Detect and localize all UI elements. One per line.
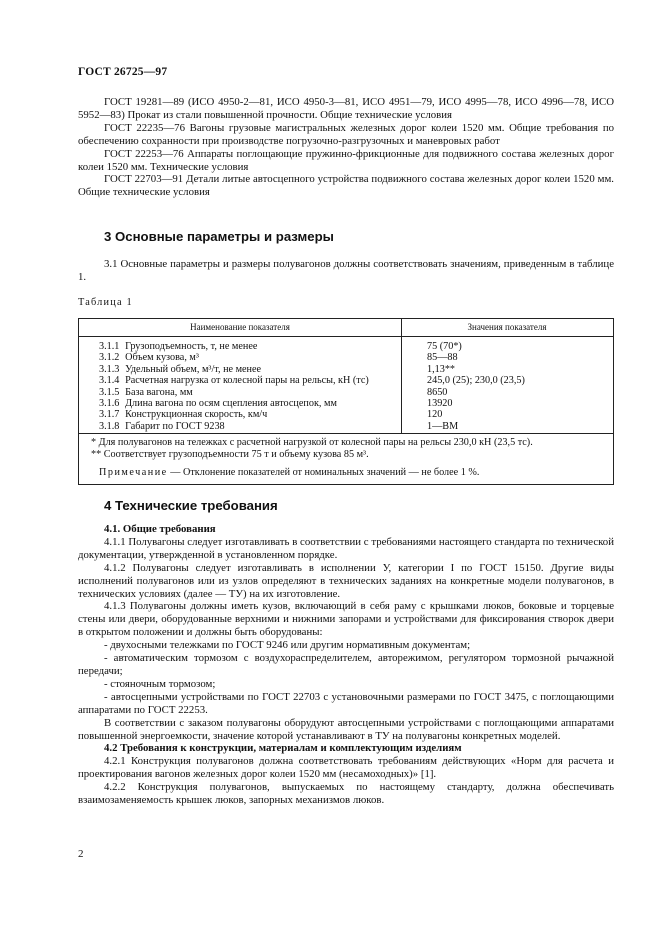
note-text: — Отклонение показателей от номинальных значений — не более 1 %. bbox=[167, 467, 480, 478]
table-row-name bbox=[99, 398, 399, 409]
table-caption: Таблица 1 bbox=[78, 297, 133, 308]
paragraph-3-1 bbox=[78, 258, 614, 284]
paragraph-3-1-text: 3.1 Основные параметры и размеры полувагонов должны соответствовать значениям, приведенным в таблице 1. bbox=[78, 258, 614, 283]
row-value: 75 (70*) bbox=[427, 341, 462, 352]
row-value: 1,13** bbox=[427, 363, 456, 375]
reference-item: ГОСТ 22703—91 Детали литые автосцепного устройства подвижного состава железных дорог колеи 1520 мм. Общие технические условия bbox=[78, 173, 614, 199]
table-footnotes bbox=[91, 437, 606, 479]
page-number: 2 bbox=[78, 848, 84, 860]
paragraph-4-2-1: 4.2.1 Конструкция полувагонов должна соответствовать требованиям действующих «Норм для расчета и проектирования вагонов железных дорог колеи 1520 мм (несамоходных)» [1]. bbox=[78, 755, 614, 781]
table-body-divider bbox=[79, 433, 613, 434]
reference-item: ГОСТ 19281—89 (ИСО 4950-2—81, ИСО 4950-3—81, ИСО 4951—79, ИСО 4995—78, ИСО 4996—78, ИСО 5952—83) Прокат из стали повышенной прочности. Общие технические условия bbox=[78, 96, 614, 121]
row-name: Объем кузова, м³ bbox=[125, 352, 199, 364]
row-number: 3.1.7 bbox=[99, 409, 120, 421]
row-value: 8650 bbox=[427, 386, 448, 398]
list-item: - автосцепными устройствами по ГОСТ 22703 с установочными размерами по ГОСТ 3475, с поглощающими аппаратами по ГОСТ 22253. bbox=[78, 690, 614, 716]
equipment-list bbox=[78, 639, 614, 716]
table-row-name bbox=[99, 364, 399, 375]
list-item: - автоматическим тормозом с воздухораспределителем, авторежимом, регулятором тормозной рычажной передачи; bbox=[78, 652, 614, 677]
paragraph-4-2-2: 4.2.2 Конструкция полувагонов, выпускаемых по настоящему стандарту, должна обеспечивать взаимозаменяемость крышек люков, запорных механизмов люков. bbox=[78, 781, 614, 807]
normative-references-list bbox=[78, 96, 614, 199]
footnote-1: * Для полувагонов на тележках с расчетной нагрузкой от колесной пары на рельсы 230,0 кН (23,5 тс). bbox=[91, 437, 533, 448]
paragraph-4-1-3: 4.1.3 Полувагоны должны иметь кузов, включающий в себя раму с крышками люков, боковые и торцевые стены или двери, оборудованные верхними и нижними запорами и устройствами для фиксирования створок двери в открытом положении и должны быть оборудованы: bbox=[78, 600, 614, 639]
paragraph-order: В соответствии с заказом полувагоны оборудуют автосцепными устройствами с поглощающими аппаратами повышенной энергоемкости, значение которой устанавливают в ТУ на полувагоны конкретных моделей. bbox=[78, 716, 614, 742]
row-number: 3.1.5 bbox=[99, 386, 120, 398]
footnote-2: ** Соответствует грузоподъемности 75 т и объему кузова 85 м³. bbox=[91, 449, 369, 460]
subsection-4-1-title: 4.1. Общие требования bbox=[104, 523, 216, 535]
row-name: Длина вагона по осям сцепления автосцепок, мм bbox=[125, 398, 337, 410]
row-value: 120 bbox=[427, 409, 443, 421]
parameters-table bbox=[78, 318, 614, 485]
row-number: 3.1.8 bbox=[99, 420, 120, 432]
table-header-row bbox=[79, 319, 613, 337]
row-name: Конструкционная скорость, км/ч bbox=[125, 409, 268, 421]
row-number: 3.1.6 bbox=[99, 398, 120, 410]
table-value-column bbox=[427, 341, 612, 432]
row-name: Грузоподъемность, т, не менее bbox=[125, 341, 258, 352]
table-header-value: Значения показателя bbox=[467, 322, 547, 332]
table-column-divider bbox=[401, 319, 402, 433]
table-note bbox=[91, 467, 606, 479]
subsection-4-2-title: 4.2 Требования к конструкции, материалам и комплектующим изделиям bbox=[104, 742, 462, 755]
table-name-column bbox=[99, 341, 399, 432]
section-4-title: 4 Технические требования bbox=[104, 498, 278, 513]
section-4-body bbox=[78, 523, 614, 807]
table-row-name bbox=[99, 352, 399, 363]
list-item: - двухосными тележками по ГОСТ 9246 или другим нормативным документам; bbox=[104, 639, 471, 652]
table-header-name: Наименование показателя bbox=[190, 322, 290, 332]
reference-item: ГОСТ 22235—76 Вагоны грузовые магистральных железных дорог колеи 1520 мм. Общие требования по обеспечению сохранности при производстве погрузочно-разгрузочных и маневровых работ bbox=[78, 121, 614, 147]
table-row-name bbox=[99, 421, 399, 432]
row-value: 245,0 (25); 230,0 (23,5) bbox=[427, 375, 525, 387]
table-row-name bbox=[99, 387, 399, 398]
table-row-name bbox=[99, 375, 399, 386]
row-name: База вагона, мм bbox=[125, 386, 193, 398]
paragraph-4-1-2: 4.1.2 Полувагоны следует изготавливать в исполнении У, категории I по ГОСТ 15150. Другие виды исполнений полувагонов или из узлов определяют в технических заданиях на конкретные модели полувагонов, в технических условиях (далее — ТУ) на их изготовление. bbox=[78, 561, 614, 600]
row-number: 3.1.1 bbox=[99, 341, 120, 352]
row-name: Расчетная нагрузка от колесной пары на рельсы, кН (тс) bbox=[125, 375, 369, 387]
row-number: 3.1.3 bbox=[99, 363, 120, 375]
document-code-header: ГОСТ 26725—97 bbox=[78, 66, 168, 78]
row-name: Удельный объем, м³/т, не менее bbox=[125, 363, 262, 375]
reference-item: ГОСТ 22253—76 Аппараты поглощающие пружинно-фрикционные для подвижного состава железных дорог колеи 1520 мм. Технические условия bbox=[78, 147, 614, 173]
note-label: Примечание bbox=[99, 467, 168, 478]
row-value: 1—ВМ bbox=[427, 420, 459, 432]
row-name: Габарит по ГОСТ 9238 bbox=[125, 420, 225, 432]
paragraph-4-1-1: 4.1.1 Полувагоны следует изготавливать в соответствии с требованиями настоящего стандарта по технической документации, утвержденной в установленном порядке. bbox=[78, 535, 614, 561]
row-number: 3.1.4 bbox=[99, 375, 120, 387]
row-value: 85—88 bbox=[427, 352, 458, 364]
list-item: - стояночным тормозом; bbox=[104, 677, 216, 690]
row-number: 3.1.2 bbox=[99, 352, 120, 364]
row-value: 13920 bbox=[427, 398, 453, 410]
table-row-name bbox=[99, 409, 399, 420]
table-row-name bbox=[99, 341, 399, 352]
section-3-title: 3 Основные параметры и размеры bbox=[104, 229, 334, 244]
